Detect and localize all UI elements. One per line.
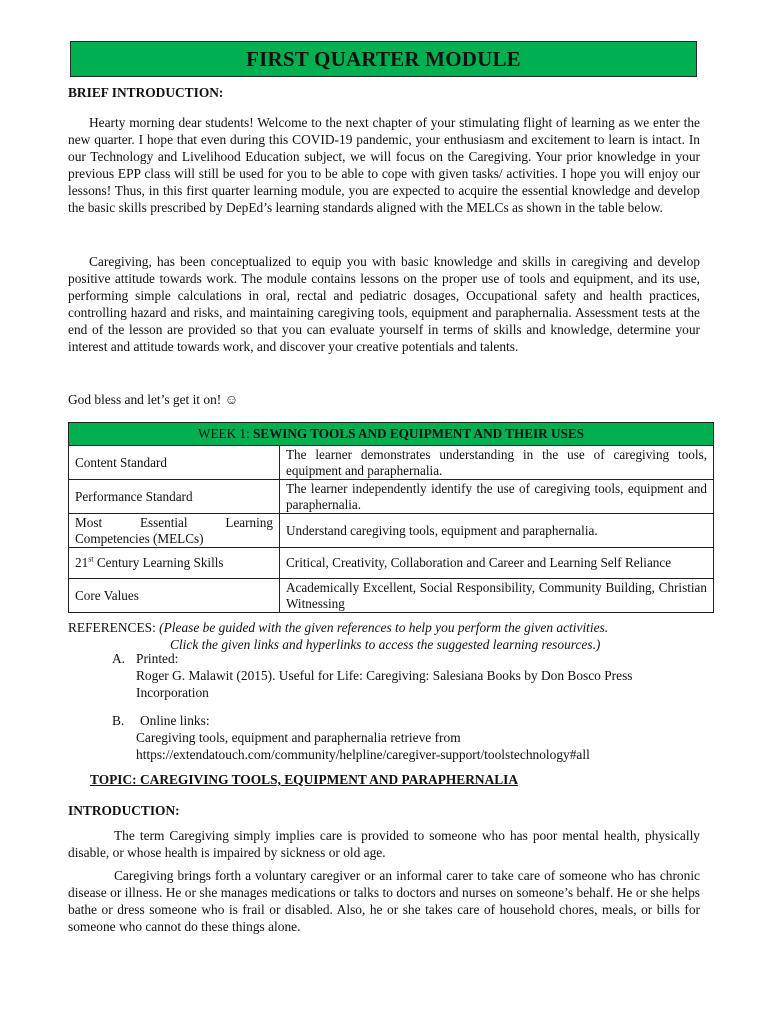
row-value: Academically Excellent, Social Responsibility, Community Building, Christian Witnessing: [280, 579, 714, 613]
ref-b-line-1: Caregiving tools, equipment and paraphernalia retrieve from: [136, 730, 461, 745]
brief-intro-paragraph-2: [68, 253, 700, 355]
brief-intro-text-1: Hearty morning dear students! Welcome to the next chapter of your stimulating flight of learning as we enter the new quarter. I hope that even during this COVID-19 pandemic, your enthusiasm and excitement to learn is intact. In our Technology and Livelihood Education subject, we will focus on the Caregiving. Your prior knowledge in your previous EPP class will still be used for you to be able to cope with given tasks/ activities. I hope you will enjoy our lessons! Thus, in this first quarter learning module, you are expected to acquire the essential knowledge and develop the basic skills prescribed by DepEd’s learning standards aligned with the MELCs as shown in the table below.: [68, 115, 700, 215]
week-label: WEEK 1:: [198, 426, 253, 442]
introduction-text-1: The term Caregiving simply implies care is provided to someone who has poor mental health, physically disable, or whose health is impaired by sickness or old age.: [68, 828, 700, 860]
table-header-cell: [69, 423, 714, 446]
row-label: Core Values: [69, 579, 280, 613]
topic-heading: TOPIC: CAREGIVING TOOLS, EQUIPMENT AND PARAPHERNALIA: [90, 772, 519, 787]
table-header-row: [69, 423, 714, 446]
references-note-1: (Please be guided with the given references to help you perform the given activities.: [159, 620, 609, 635]
module-title: FIRST QUARTER MODULE: [246, 46, 521, 71]
brief-intro-text-2: Caregiving, has been conceptualized to equip you with basic knowledge and skills in caregiving and develop positive attitude towards work. The module contains lessons on the proper use of tools and equipment, and its use, performing simple calculations in oral, rectal and pediatric dosages, Occupational safety and health practices, controlling hazard and risks, and maintaining caregiving tools, equipment and paraphernalia. Assessment tests at the end of the lesson are provided so that you can evaluate yourself in terms of skills and knowledge, determine your interest and attitude towards work, and discover your creative potentials and talents.: [68, 254, 700, 354]
row-value: The learner independently identify the use of caregiving tools, equipment and paraphernalia.: [280, 480, 714, 514]
ref-b-link[interactable]: https://extendatouch.com/community/helpline/caregiver-support/toolstechnology#all: [136, 747, 590, 762]
references-note-2: Click the given links and hyperlinks to access the suggested learning resources.): [170, 637, 601, 652]
table-row: [69, 514, 714, 548]
row-label: Most Essential Learning Competencies (MELCs): [69, 514, 280, 548]
label-superscript: st: [88, 554, 94, 564]
row-value: Critical, Creativity, Collaboration and Career and Learning Self Reliance: [280, 548, 714, 579]
row-label: Content Standard: [69, 446, 280, 480]
closing-line: God bless and let’s get it on! ☺: [68, 392, 239, 407]
introduction-text-2: Caregiving brings forth a voluntary caregiver or an informal carer to take care of someone who has chronic disease or illness. He or she manages medications or talks to doctors and nurses on someone’s behalf. He or she helps bathe or dress someone who is frail or disabled. Also, he or she takes care of household chores, meals, or bills for someone who cannot do these things alone.: [68, 868, 700, 934]
references-section: [68, 619, 728, 653]
week-title: SEWING TOOLS AND EQUIPMENT AND THEIR USES: [252, 426, 584, 442]
ref-a-title: Printed:: [136, 651, 179, 666]
ref-a-line-2: Incorporation: [136, 685, 209, 700]
row-label: [69, 548, 280, 579]
table-row: [69, 548, 714, 579]
module-title-banner: [70, 41, 697, 77]
ref-b-block: [136, 712, 590, 763]
references-label: REFERENCES:: [68, 620, 160, 635]
week-standards-table: [68, 422, 714, 613]
introduction-paragraph-1: [68, 827, 700, 861]
row-label: Performance Standard: [69, 480, 280, 514]
introduction-heading: INTRODUCTION:: [68, 803, 180, 818]
row-value: The learner demonstrates understanding in the use of caregiving tools, equipment and paraphernalia.: [280, 446, 714, 480]
ref-b-marker: B.: [112, 713, 125, 728]
row-value: Understand caregiving tools, equipment and paraphernalia.: [280, 514, 714, 548]
introduction-paragraph-2: [68, 867, 700, 935]
label-text: Century Learning Skills: [93, 555, 224, 571]
ref-a-marker: A.: [112, 651, 126, 666]
ref-a-block: [136, 650, 633, 701]
ref-a-line-1: Roger G. Malawit (2015). Useful for Life: Caregiving: Salesiana Books by Don Bosco Press: [136, 668, 633, 683]
brief-introduction-heading: BRIEF INTRODUCTION:: [68, 85, 224, 100]
table-row: [69, 480, 714, 514]
table-row: [69, 579, 714, 613]
label-number: 21: [75, 555, 89, 571]
ref-b-title: Online links:: [140, 713, 210, 728]
brief-intro-paragraph-1: [68, 114, 700, 216]
references-line-1: [68, 619, 728, 636]
table-row: [69, 446, 714, 480]
